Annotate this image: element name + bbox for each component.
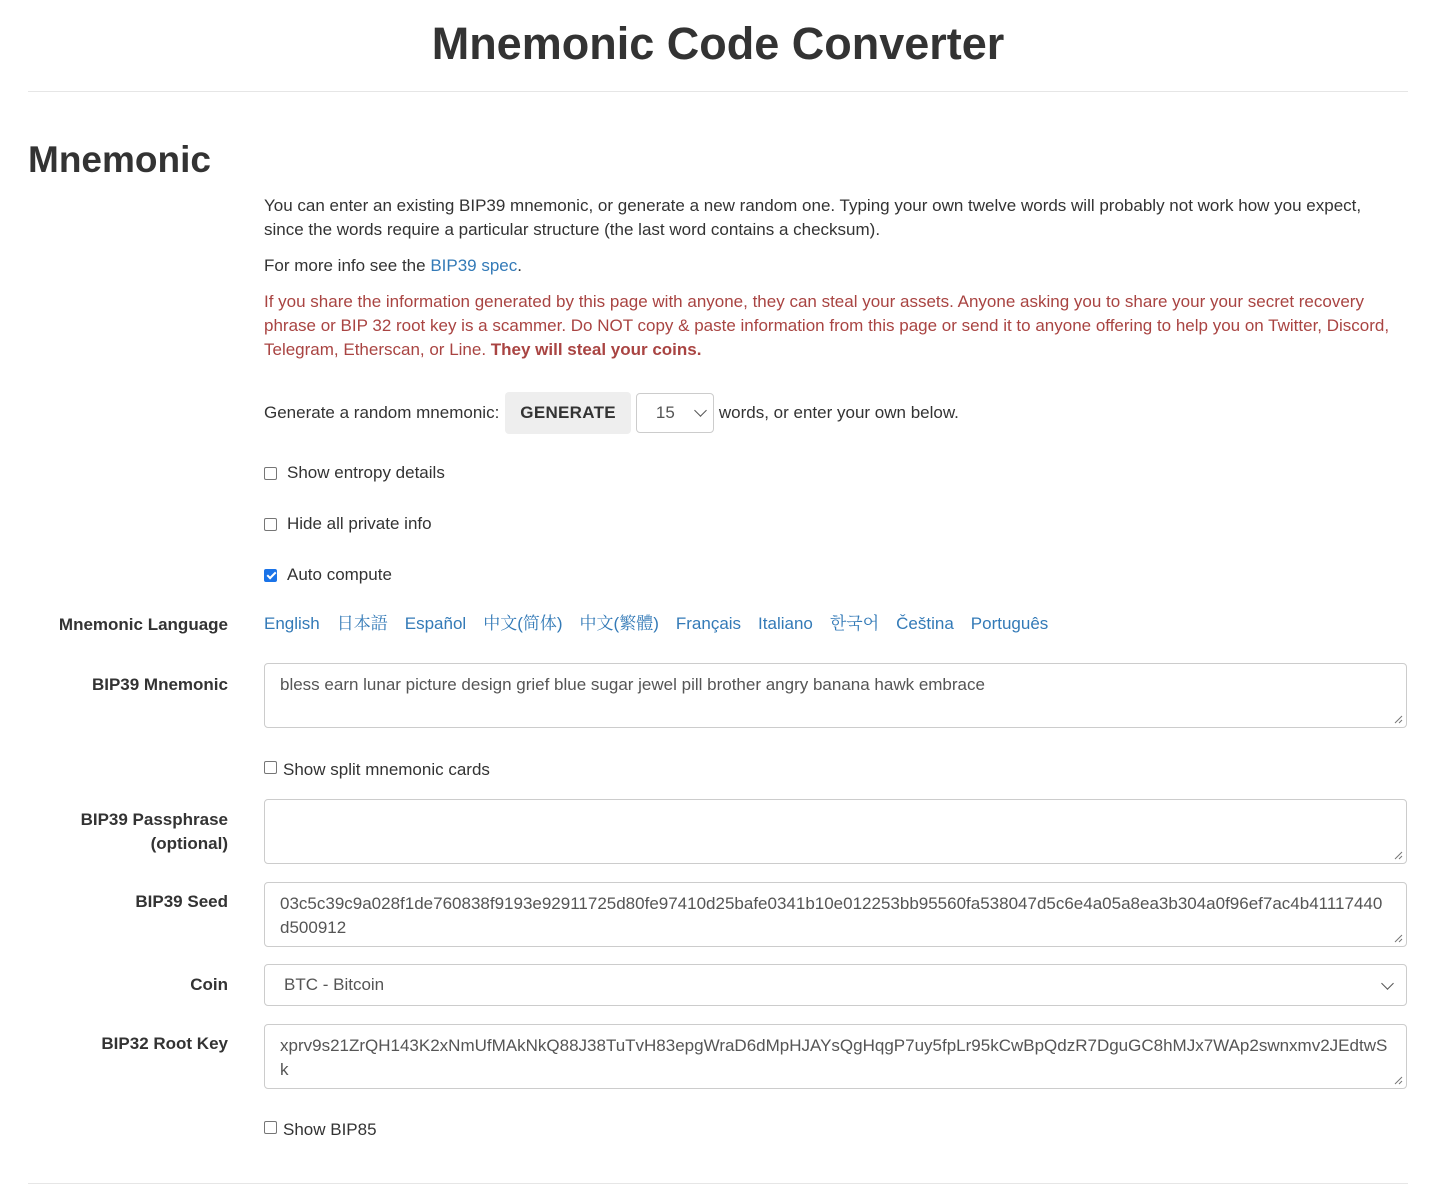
chevron-down-icon [694,404,707,417]
bip39-seed-field[interactable] [264,882,1407,947]
language-czech[interactable]: Čeština [896,614,954,633]
resize-grip-icon[interactable] [1393,1075,1403,1085]
warning-bold-text: They will steal your coins. [490,340,702,359]
coin-select[interactable] [264,964,1407,1006]
bip85-option[interactable] [264,1118,377,1142]
language-french[interactable]: Français [675,614,742,633]
show-entropy-option[interactable] [264,461,445,485]
bip85-label: Show BIP85 [283,1120,377,1139]
auto-compute-option[interactable] [264,563,392,587]
more-info-text [264,254,1404,278]
bip39-seed-value: 03c5c39c9a028f1de760838f9193e92911725d80fe97410d25bafe0341b10e012253bb95560fa538047d5c6e4a05a8ea3b304a0f96ef7ac4b41117440d500912 [280,894,1383,937]
hide-private-checkbox[interactable] [264,518,277,531]
bip39-mnemonic-field[interactable] [264,663,1407,728]
security-warning [264,290,1404,362]
word-count-value: 15 [655,403,675,422]
resize-grip-icon[interactable] [1393,850,1403,860]
language-english[interactable]: English [264,614,320,633]
generate-button[interactable]: GENERATE [505,392,631,434]
more-info-prefix: For more info see the [264,256,431,275]
chevron-down-icon [1381,977,1394,990]
hide-private-option[interactable] [264,512,432,536]
resize-grip-icon[interactable] [1393,714,1403,724]
bip85-checkbox[interactable] [264,1121,277,1134]
bip39-passphrase-label [28,808,228,856]
coin-label: Coin [190,975,228,994]
passphrase-label-line2: (optional) [150,834,228,853]
split-cards-label: Show split mnemonic cards [283,760,490,779]
language-chinese-traditional[interactable]: 中文(繁體) [579,614,659,633]
generate-row [264,392,959,434]
auto-compute-checkbox[interactable] [264,569,277,582]
split-cards-checkbox[interactable] [264,761,277,774]
bip39-mnemonic-label: BIP39 Mnemonic [91,675,228,694]
bip39-mnemonic-value: bless earn lunar picture design grief blue sugar jewel pill brother angry banana hawk embrace [280,675,985,694]
show-entropy-label: Show entropy details [287,463,445,482]
word-count-select[interactable] [636,393,714,433]
passphrase-label-line1: BIP39 Passphrase [80,810,228,829]
hide-private-label: Hide all private info [287,514,432,533]
resize-grip-icon[interactable] [1393,933,1403,943]
language-list [264,612,1065,636]
language-korean[interactable]: 한국어 [829,614,880,633]
language-portuguese[interactable]: Português [970,614,1049,633]
bip39-passphrase-field[interactable] [264,799,1407,864]
generate-prefix: Generate a random mnemonic: [264,403,500,422]
bip32-root-key-label: BIP32 Root Key [101,1034,228,1053]
generate-suffix: words, or enter your own below. [718,403,959,422]
show-entropy-checkbox[interactable] [264,467,277,480]
mnemonic-language-label: Mnemonic Language [58,615,228,634]
language-japanese[interactable]: 日本語 [336,614,388,633]
footer-divider [28,1183,1408,1184]
language-italian[interactable]: Italiano [758,614,813,633]
more-info-suffix: . [517,256,522,275]
bip32-root-key-value: xprv9s21ZrQH143K2xNmUfMAkNkQ88J38TuTvH83epgWraD6dMpHJAYsQgHqgP7uy5fpLr95kCwBpQdzR7DguGC8hMJx7WAp2swnxmv2JEdtwSk [280,1036,1388,1079]
auto-compute-label: Auto compute [287,565,392,584]
bip39-seed-label: BIP39 Seed [135,892,228,911]
bip39-spec-link[interactable]: BIP39 spec [430,256,518,275]
language-spanish[interactable]: Español [404,614,467,633]
language-chinese-simplified[interactable]: 中文(简体) [483,614,563,633]
bip32-root-key-field[interactable] [264,1024,1407,1089]
header-divider [28,91,1408,92]
coin-select-value: BTC - Bitcoin [284,975,385,994]
warning-text: If you share the information generated by this page with anyone, they can steal your assets. Anyone asking you to share your your secret recovery phrase or BIP 32 root key is a scammer. Do NOT copy & paste information from this page or send it to anyone offering to help you on Twitter, Discord, Telegram, Etherscan, or Line. [264,292,1390,359]
page-title: Mnemonic Code Converter [431,18,1005,69]
intro-text: You can enter an existing BIP39 mnemonic, or generate a new random one. Typing your own twelve words will probably not work how you expect, since the words require a particular structure (the last word contains a checksum). [264,196,1362,239]
section-heading-mnemonic: Mnemonic [28,139,211,180]
split-cards-option[interactable] [264,758,490,782]
